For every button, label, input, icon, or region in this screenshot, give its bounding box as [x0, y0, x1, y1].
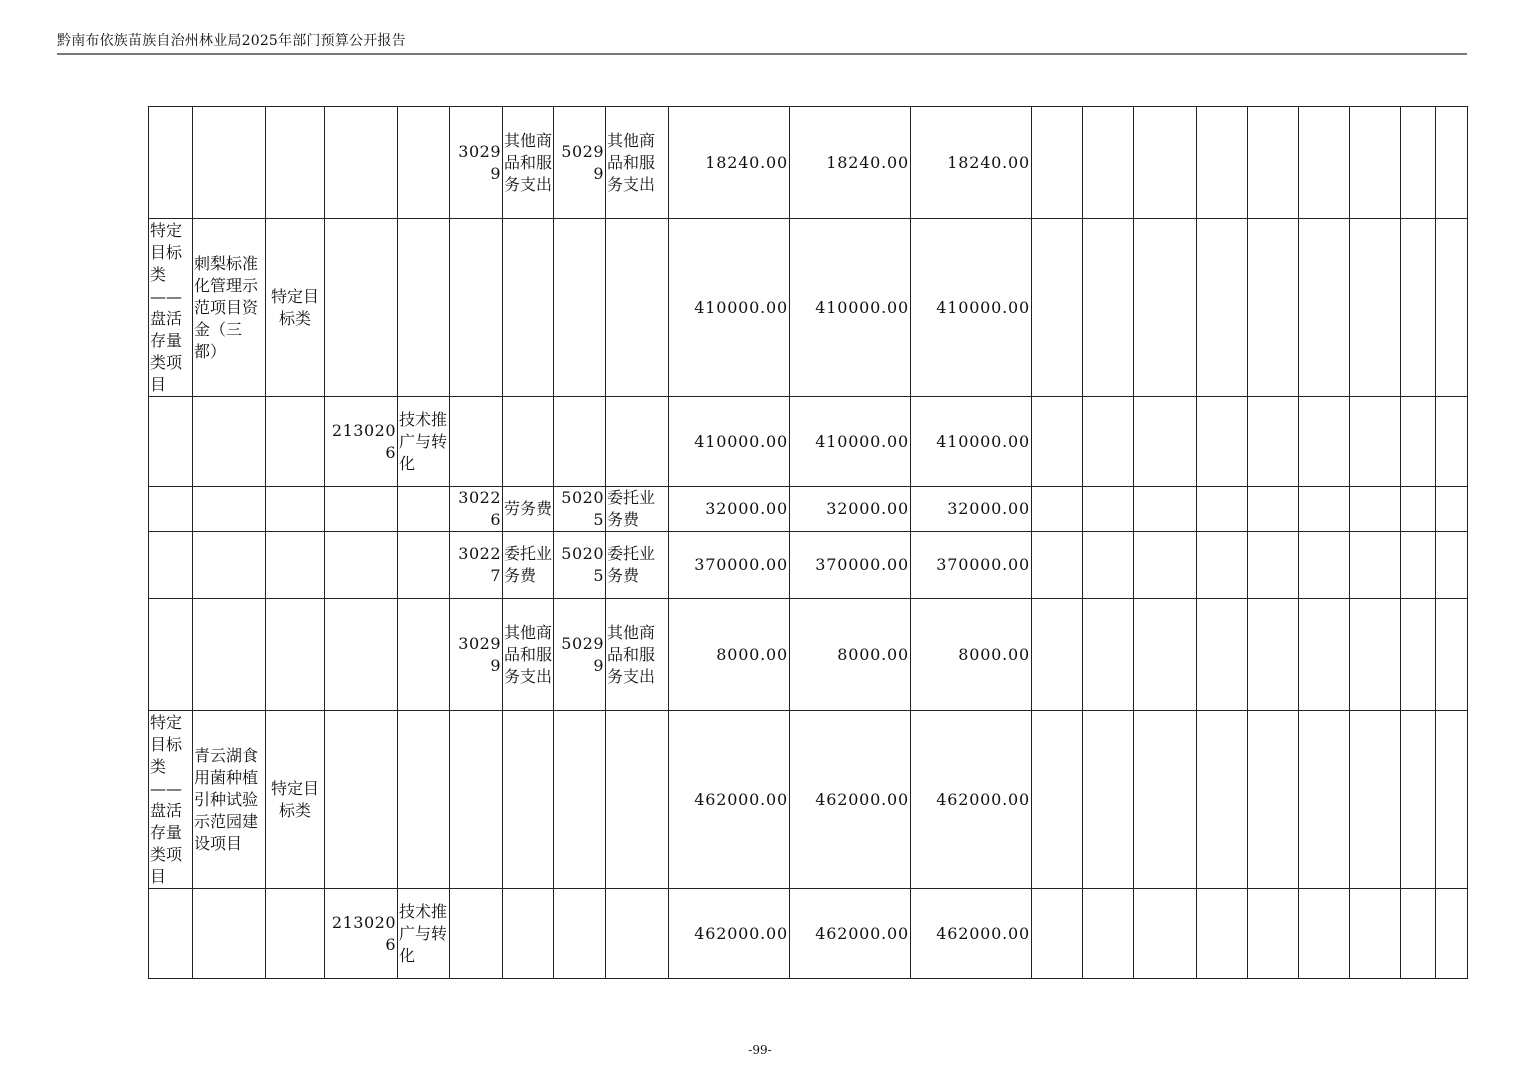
- empty-cell: [1083, 487, 1134, 532]
- amount-general-budget-cell: 370000.00: [911, 532, 1032, 599]
- empty-cell: [1197, 889, 1248, 979]
- gov-economic-name-cell: 委托业务费: [606, 532, 669, 599]
- category-cell: [149, 487, 193, 532]
- project-name-cell: [193, 107, 266, 219]
- empty-cell: [1134, 599, 1197, 711]
- economic-name-cell: [503, 397, 554, 487]
- empty-cell: [1032, 107, 1083, 219]
- economic-code-cell: 30299: [450, 599, 503, 711]
- empty-cell: [1032, 599, 1083, 711]
- amount-subtotal-cell: 410000.00: [790, 219, 911, 397]
- empty-cell: [1248, 889, 1299, 979]
- economic-name-cell: [503, 219, 554, 397]
- empty-cell: [1350, 711, 1401, 889]
- table-row: [149, 219, 1468, 397]
- amount-general-budget-cell: 18240.00: [911, 107, 1032, 219]
- project-type-cell: 特定目标类: [266, 711, 325, 889]
- amount-subtotal-cell: 462000.00: [790, 711, 911, 889]
- function-code-cell: [325, 107, 398, 219]
- project-name-cell: 刺梨标准化管理示范项目资金（三都）: [193, 219, 266, 397]
- amount-total-cell: 18240.00: [669, 107, 790, 219]
- empty-cell: [1436, 219, 1468, 397]
- empty-cell: [1350, 599, 1401, 711]
- empty-cell: [1350, 532, 1401, 599]
- page-number: -99-: [748, 1043, 772, 1057]
- empty-cell: [1248, 107, 1299, 219]
- empty-cell: [1083, 532, 1134, 599]
- amount-subtotal-cell: 370000.00: [790, 532, 911, 599]
- empty-cell: [1134, 397, 1197, 487]
- empty-cell: [1401, 397, 1436, 487]
- table-row: [149, 889, 1468, 979]
- project-type-cell: [266, 532, 325, 599]
- gov-economic-code-cell: 50205: [554, 532, 606, 599]
- project-type-cell: [266, 889, 325, 979]
- economic-code-cell: [450, 397, 503, 487]
- empty-cell: [1299, 599, 1350, 711]
- project-name-cell: [193, 532, 266, 599]
- economic-code-cell: [450, 219, 503, 397]
- empty-cell: [1248, 532, 1299, 599]
- function-name-cell: [398, 599, 450, 711]
- economic-name-cell: [503, 711, 554, 889]
- empty-cell: [1197, 532, 1248, 599]
- empty-cell: [1134, 889, 1197, 979]
- empty-cell: [1299, 711, 1350, 889]
- gov-economic-name-cell: 委托业务费: [606, 487, 669, 532]
- amount-total-cell: 410000.00: [669, 219, 790, 397]
- amount-total-cell: 462000.00: [669, 711, 790, 889]
- economic-code-cell: [450, 711, 503, 889]
- gov-economic-code-cell: [554, 889, 606, 979]
- amount-subtotal-cell: 18240.00: [790, 107, 911, 219]
- empty-cell: [1197, 487, 1248, 532]
- empty-cell: [1083, 397, 1134, 487]
- empty-cell: [1032, 219, 1083, 397]
- function-code-cell: 2130206: [325, 397, 398, 487]
- gov-economic-name-cell: [606, 219, 669, 397]
- amount-subtotal-cell: 410000.00: [790, 397, 911, 487]
- empty-cell: [1083, 107, 1134, 219]
- empty-cell: [1401, 487, 1436, 532]
- gov-economic-code-cell: [554, 219, 606, 397]
- economic-name-cell: 劳务费: [503, 487, 554, 532]
- amount-total-cell: 8000.00: [669, 599, 790, 711]
- empty-cell: [1083, 711, 1134, 889]
- empty-cell: [1299, 532, 1350, 599]
- project-type-cell: [266, 487, 325, 532]
- amount-general-budget-cell: 8000.00: [911, 599, 1032, 711]
- empty-cell: [1134, 107, 1197, 219]
- amount-general-budget-cell: 32000.00: [911, 487, 1032, 532]
- category-cell: 特定目标类——盘活存量类项目: [149, 219, 193, 397]
- amount-total-cell: 32000.00: [669, 487, 790, 532]
- empty-cell: [1350, 487, 1401, 532]
- category-cell: [149, 397, 193, 487]
- function-code-cell: 2130206: [325, 889, 398, 979]
- empty-cell: [1032, 397, 1083, 487]
- function-code-cell: [325, 219, 398, 397]
- function-code-cell: [325, 487, 398, 532]
- empty-cell: [1401, 107, 1436, 219]
- table-row: [149, 397, 1468, 487]
- project-type-cell: [266, 397, 325, 487]
- empty-cell: [1436, 889, 1468, 979]
- gov-economic-code-cell: 50299: [554, 599, 606, 711]
- project-type-cell: [266, 107, 325, 219]
- empty-cell: [1436, 532, 1468, 599]
- amount-subtotal-cell: 32000.00: [790, 487, 911, 532]
- gov-economic-name-cell: [606, 711, 669, 889]
- empty-cell: [1299, 889, 1350, 979]
- empty-cell: [1248, 219, 1299, 397]
- project-type-cell: 特定目标类: [266, 219, 325, 397]
- category-cell: [149, 889, 193, 979]
- table-row: [149, 599, 1468, 711]
- function-name-cell: [398, 532, 450, 599]
- empty-cell: [1032, 532, 1083, 599]
- empty-cell: [1401, 599, 1436, 711]
- empty-cell: [1299, 397, 1350, 487]
- amount-subtotal-cell: 462000.00: [790, 889, 911, 979]
- empty-cell: [1401, 532, 1436, 599]
- empty-cell: [1436, 487, 1468, 532]
- table-row: [149, 107, 1468, 219]
- economic-name-cell: 委托业务费: [503, 532, 554, 599]
- project-name-cell: [193, 397, 266, 487]
- economic-name-cell: 其他商品和服务支出: [503, 599, 554, 711]
- gov-economic-name-cell: [606, 889, 669, 979]
- table-row: [149, 711, 1468, 889]
- function-name-cell: [398, 219, 450, 397]
- empty-cell: [1134, 711, 1197, 889]
- gov-economic-code-cell: 50205: [554, 487, 606, 532]
- empty-cell: [1197, 219, 1248, 397]
- empty-cell: [1350, 107, 1401, 219]
- category-cell: [149, 107, 193, 219]
- empty-cell: [1032, 711, 1083, 889]
- empty-cell: [1436, 599, 1468, 711]
- empty-cell: [1401, 889, 1436, 979]
- amount-subtotal-cell: 8000.00: [790, 599, 911, 711]
- empty-cell: [1248, 397, 1299, 487]
- empty-cell: [1299, 219, 1350, 397]
- empty-cell: [1436, 397, 1468, 487]
- table-row: [149, 487, 1468, 532]
- project-type-cell: [266, 599, 325, 711]
- empty-cell: [1350, 397, 1401, 487]
- empty-cell: [1197, 107, 1248, 219]
- empty-cell: [1134, 487, 1197, 532]
- empty-cell: [1083, 599, 1134, 711]
- economic-code-cell: 30227: [450, 532, 503, 599]
- gov-economic-code-cell: [554, 711, 606, 889]
- empty-cell: [1436, 711, 1468, 889]
- project-name-cell: [193, 889, 266, 979]
- empty-cell: [1032, 487, 1083, 532]
- function-code-cell: [325, 711, 398, 889]
- empty-cell: [1134, 219, 1197, 397]
- function-name-cell: 技术推广与转化: [398, 889, 450, 979]
- empty-cell: [1436, 107, 1468, 219]
- report-header-title: 黔南布依族苗族自治州林业局2025年部门预算公开报告: [57, 33, 406, 49]
- function-name-cell: [398, 107, 450, 219]
- function-name-cell: 技术推广与转化: [398, 397, 450, 487]
- economic-name-cell: [503, 889, 554, 979]
- amount-general-budget-cell: 410000.00: [911, 397, 1032, 487]
- empty-cell: [1248, 487, 1299, 532]
- header-divider: [57, 53, 1467, 55]
- amount-general-budget-cell: 410000.00: [911, 219, 1032, 397]
- project-name-cell: [193, 599, 266, 711]
- empty-cell: [1299, 107, 1350, 219]
- economic-code-cell: [450, 889, 503, 979]
- amount-total-cell: 370000.00: [669, 532, 790, 599]
- economic-code-cell: 30299: [450, 107, 503, 219]
- function-code-cell: [325, 599, 398, 711]
- category-cell: [149, 599, 193, 711]
- empty-cell: [1197, 599, 1248, 711]
- table-row: [149, 532, 1468, 599]
- gov-economic-code-cell: 50299: [554, 107, 606, 219]
- empty-cell: [1083, 889, 1134, 979]
- amount-general-budget-cell: 462000.00: [911, 711, 1032, 889]
- function-name-cell: [398, 487, 450, 532]
- function-code-cell: [325, 532, 398, 599]
- project-name-cell: 青云湖食用菌种植引种试验示范园建设项目: [193, 711, 266, 889]
- empty-cell: [1197, 397, 1248, 487]
- gov-economic-name-cell: 其他商品和服务支出: [606, 107, 669, 219]
- empty-cell: [1350, 889, 1401, 979]
- gov-economic-name-cell: [606, 397, 669, 487]
- empty-cell: [1083, 219, 1134, 397]
- gov-economic-name-cell: 其他商品和服务支出: [606, 599, 669, 711]
- category-cell: [149, 532, 193, 599]
- empty-cell: [1248, 599, 1299, 711]
- economic-code-cell: 30226: [450, 487, 503, 532]
- empty-cell: [1299, 487, 1350, 532]
- empty-cell: [1197, 711, 1248, 889]
- function-name-cell: [398, 711, 450, 889]
- empty-cell: [1134, 532, 1197, 599]
- amount-total-cell: 462000.00: [669, 889, 790, 979]
- budget-table: [148, 106, 1468, 979]
- amount-total-cell: 410000.00: [669, 397, 790, 487]
- empty-cell: [1032, 889, 1083, 979]
- empty-cell: [1248, 711, 1299, 889]
- empty-cell: [1401, 219, 1436, 397]
- gov-economic-code-cell: [554, 397, 606, 487]
- project-name-cell: [193, 487, 266, 532]
- empty-cell: [1401, 711, 1436, 889]
- amount-general-budget-cell: 462000.00: [911, 889, 1032, 979]
- category-cell: 特定目标类——盘活存量类项目: [149, 711, 193, 889]
- empty-cell: [1350, 219, 1401, 397]
- economic-name-cell: 其他商品和服务支出: [503, 107, 554, 219]
